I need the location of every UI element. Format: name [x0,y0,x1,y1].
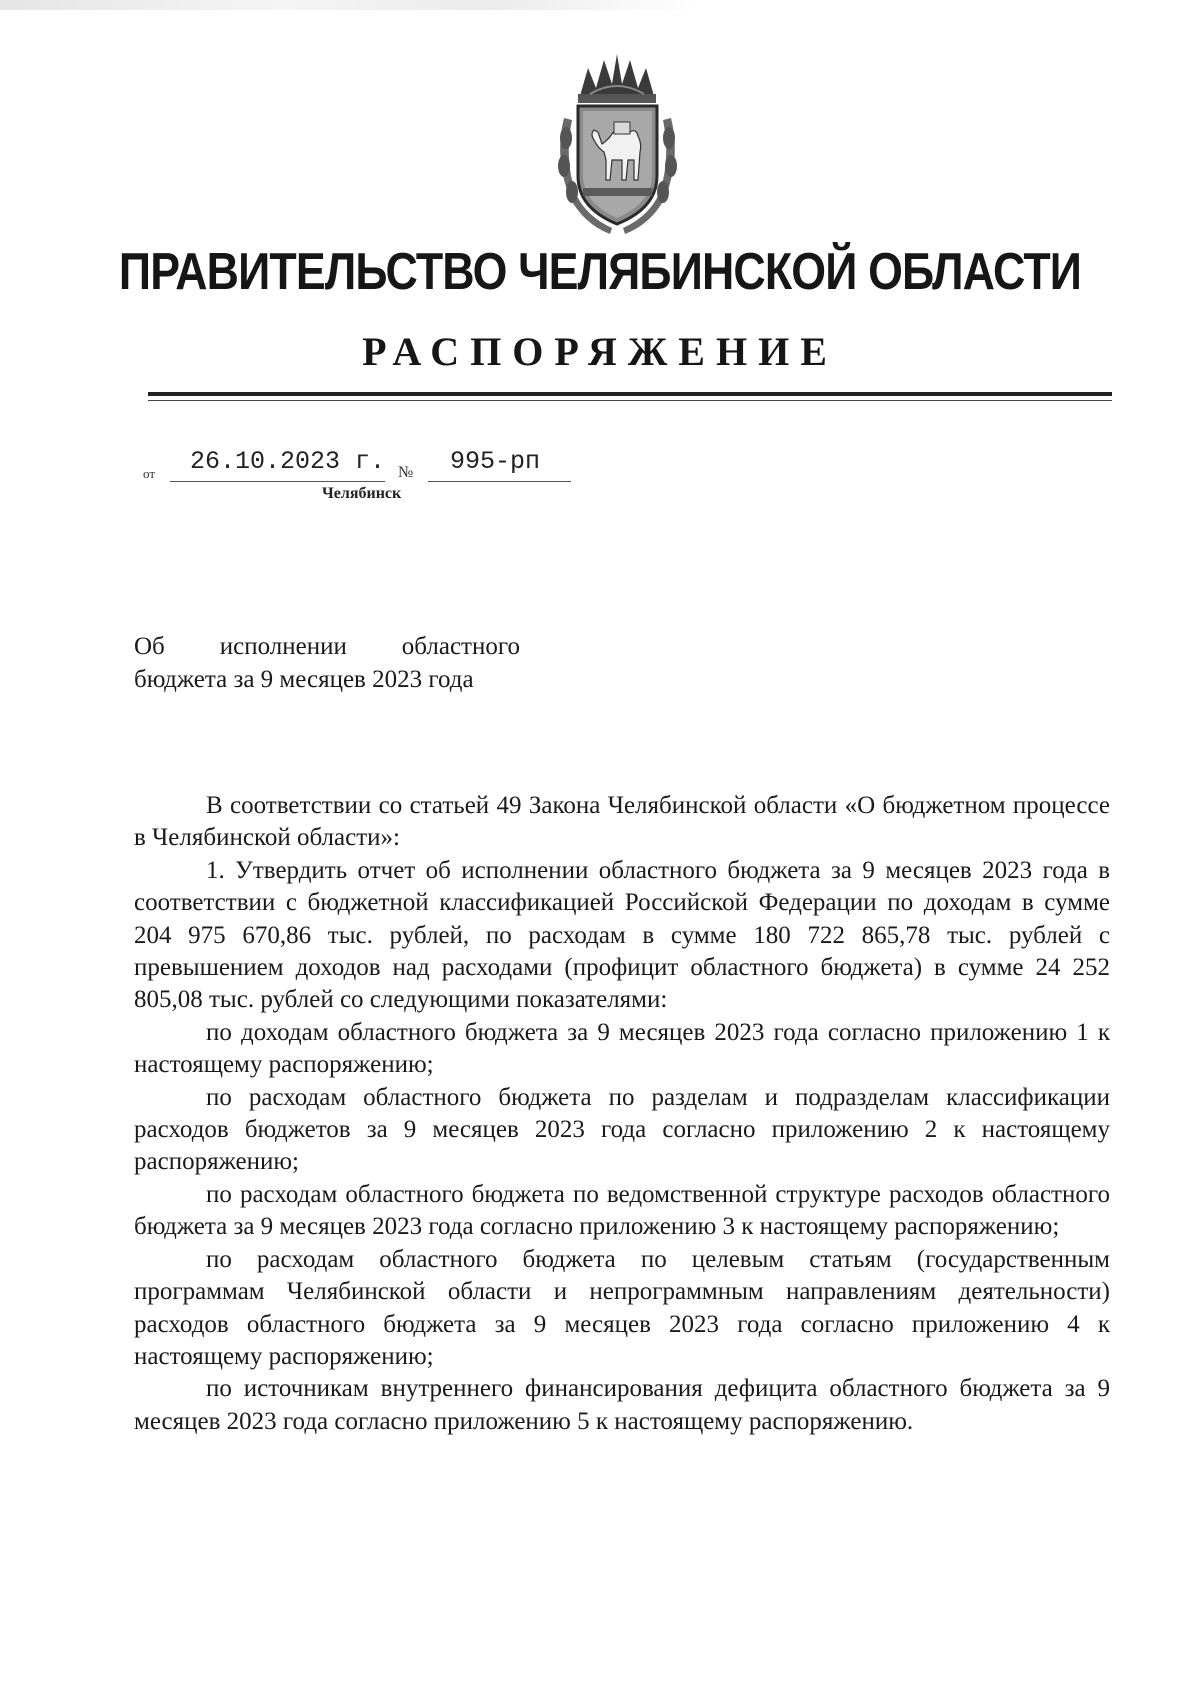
body-paragraph: 1. Утвердить отчет об исполнении областного бюджета за 9 месяцев 2023 года в соответствии с бюджетной классификацией Российской Федерации по доходам в сумме 204 975 670,86 тыс. рублей, по расходам в сумме 180 722 865,78 тыс. рублей с превышением доходов над расходами (профицит областного бюджета) в сумме 24 252 805,08 тыс. рублей со следующими показателями: [134,856,1110,1014]
scan-edge-noise [0,0,700,10]
number-underline [428,481,571,482]
body-paragraph: по доходам областного бюджета за 9 месяцев 2023 года согласно приложению 1 к настоящему распоряжению; [134,1018,1110,1079]
organization-title: ПРАВИТЕЛЬСТВО ЧЕЛЯБИНСКОЙ ОБЛАСТИ [118,243,1082,301]
document-body [134,790,1110,1438]
body-paragraph: В соответствии со статьей 49 Закона Челябинской области «О бюджетном процессе в Челябинской области»: [134,792,1110,852]
date-label: от [143,466,156,481]
body-paragraph: по расходам областного бюджета по ведомственной структуре расходов областного бюджета за 9 месяцев 2023 года согласно приложению 3 к настоящему распоряжению; [134,1180,1110,1241]
body-paragraph: по расходам областного бюджета по целевым статьям (государственным программам Челябинской области и непрограммным направлениям деятельности) расходов областного бюджета за 9 месяцев 2023 года согласно приложению 4 к настоящему распоряжению; [134,1245,1110,1370]
chelyabinsk-coat-of-arms-icon [550,48,685,238]
date-underline [170,481,385,482]
body-paragraph: по источникам внутреннего финансирования дефицита областного бюджета за 9 месяцев 2023 года согласно приложению 5 к настоящему распоряжению. [134,1375,1110,1435]
number-label: № [398,464,414,481]
subject-line-2: бюджета за 9 месяцев 2023 года [134,666,474,693]
document-city: Челябинск [322,485,402,502]
header-divider-thick [148,392,1112,396]
subject-line-1: Об исполнении областного [134,633,520,660]
header-divider-thin [148,400,1112,401]
document-subject [134,630,520,696]
document-number: 995-рп [450,447,541,476]
body-paragraph: по расходам областного бюджета по разделам и подразделам классификации расходов бюджетов за 9 месяцев 2023 года согласно приложению 2 к настоящему распоряжению; [134,1083,1110,1176]
document-type-title: РАСПОРЯЖЕНИЕ [362,329,838,374]
document-date: 26.10.2023 г. [190,447,386,476]
